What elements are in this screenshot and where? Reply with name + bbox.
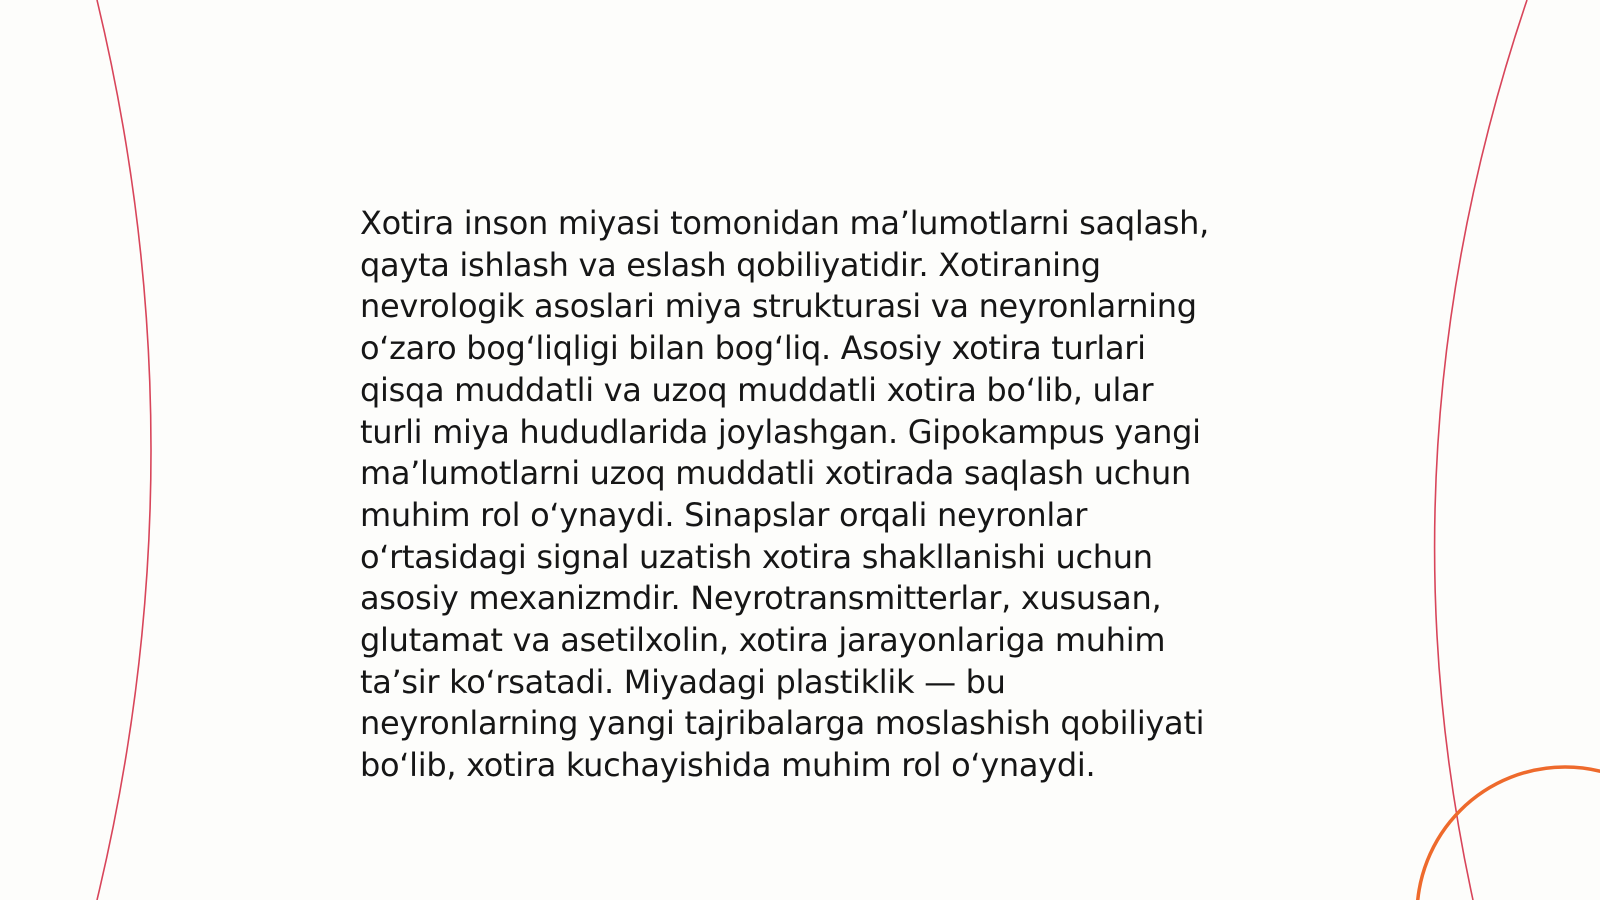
- body-line: nevrologik asoslari miya strukturasi va neyronlarning: [360, 287, 1197, 326]
- body-line: neyronlarning yangi tajribalarga moslashish qobiliyati: [360, 704, 1205, 743]
- body-line: qisqa muddatli va uzoq muddatli xotira bo‘lib, ular: [360, 370, 1154, 409]
- body-line: ta’sir ko‘rsatadi. Miyadagi plastiklik — bu: [360, 662, 1006, 701]
- body-paragraph: [360, 203, 1260, 787]
- body-line: bo‘lib, xotira kuchayishida muhim rol o‘ynaydi.: [360, 746, 1096, 785]
- body-line: turli miya hududlarida joylashgan. Gipokampus yangi: [360, 412, 1201, 451]
- body-line: o‘rtasidagi signal uzatish xotira shakllanishi uchun: [360, 537, 1153, 576]
- body-line: muhim rol o‘ynaydi. Sinapslar orqali neyronlar: [360, 495, 1088, 534]
- body-line: Xotira inson miyasi tomonidan ma’lumotlarni saqlash,: [360, 204, 1209, 242]
- body-line: qayta ishlash va eslash qobiliyatidir. Xotiraning: [360, 245, 1101, 284]
- body-line: glutamat va asetilxolin, xotira jarayonlariga muhim: [360, 621, 1166, 660]
- body-line: o‘zaro bog‘liqligi bilan bog‘liq. Asosiy xotira turlari: [360, 329, 1146, 368]
- accent-circle: [1417, 767, 1600, 900]
- body-line: ma’lumotlarni uzoq muddatli xotirada saqlash uchun: [360, 454, 1191, 493]
- left-arc: [97, 0, 151, 900]
- body-line: asosiy mexanizmdir. Neyrotransmitterlar, xususan,: [360, 579, 1162, 618]
- right-arc: [1435, 0, 1527, 900]
